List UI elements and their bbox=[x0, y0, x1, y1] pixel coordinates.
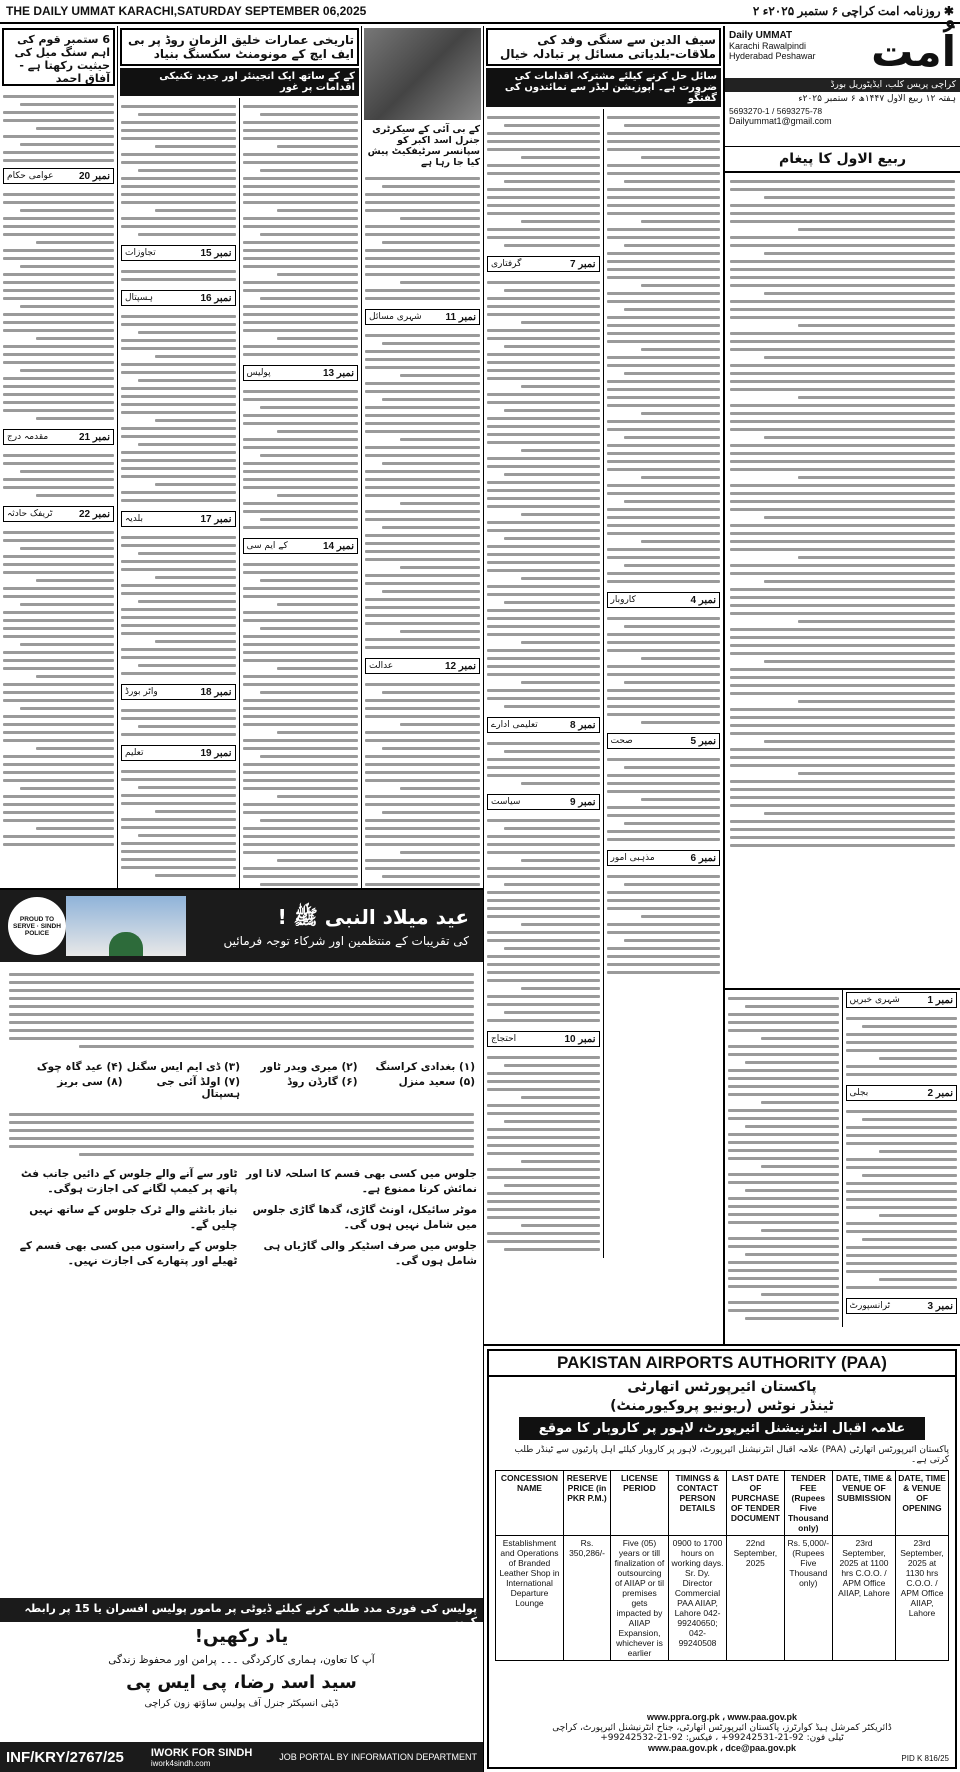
table-header: TENDER FEE (Rupees Five Thousand only) bbox=[784, 1471, 832, 1536]
section-tag: مذہبی امور نمبر 6 bbox=[607, 850, 721, 866]
table-header: LICENSE PERIOD bbox=[611, 1471, 669, 1536]
table-cell: Five (05) years or till finalization of outsourcing of AIIAP or til premises gets impacted by AIIAP Expansion, whichever is earlier bbox=[611, 1536, 669, 1661]
police-help-bar: پولیس کی فوری مدد طلب کرنے کیلئے ڈیوٹی پر مامور پولیس افسران یا 15 پر رابطہ کریں bbox=[0, 1598, 483, 1622]
email: Dailyummat1@gmail.com bbox=[729, 116, 832, 126]
section-tag: بلدیہ نمبر 17 bbox=[121, 511, 236, 527]
section-tag: شہری مسائل نمبر 11 bbox=[365, 309, 480, 325]
footer-site: iwork4sindh.com bbox=[150, 1758, 211, 1768]
rule-item: جلوس کے راستوں میں کسی بھی قسم کے ٹھیلے اور پتھارے کی اجازت نہیں۔ bbox=[19, 1240, 238, 1267]
table-cell: 0900 to 1700 hours on working days. Sr. Dy. Director Commercial PAA AIIAP, Lahore 042-99240650; 042-99240508 bbox=[668, 1536, 726, 1661]
subheadline-saifuddin: سائل حل کرنے کیلئے مشترکہ اقدامات کی ضرورت ہے۔ اپوزیشن لیڈر سے نمائندوں کی گفتگو bbox=[486, 68, 721, 107]
route-item: (۱) بغدادی کراسنگ bbox=[375, 1061, 475, 1073]
route-item: (۶) گارڈن روڈ bbox=[287, 1076, 358, 1088]
police-ad-title: عید میلاد النبی ﷺ ! bbox=[277, 904, 469, 929]
rule-item: ٹاور سے آنے والے جلوس کے دائیں جانب فٹ پاتھ پر کیمپ لگانے کی اجازت ہوگی۔ bbox=[20, 1168, 238, 1195]
table-header: DATE, TIME & VENUE OF SUBMISSION bbox=[832, 1471, 895, 1536]
footer-portal: JOB PORTAL BY INFORMATION DEPARTMENT bbox=[279, 1752, 477, 1762]
route-item: (۸) سی بریز bbox=[57, 1076, 123, 1088]
short-news bbox=[724, 988, 960, 1344]
column-1 bbox=[0, 26, 118, 888]
paa-contact: www.paa.gov.pk ، dce@paa.gov.pk bbox=[647, 1743, 797, 1753]
date-line: ہفتہ ۱۲ ربیع الاول ۱۴۴۷ھ ۶ ستمبر ۲۰۲۵ء bbox=[798, 94, 956, 104]
column-4 bbox=[362, 26, 484, 888]
phones: 5693270-1 / 5693275-78 bbox=[729, 106, 823, 116]
section-tag: کے ایم سی نمبر 14 bbox=[243, 538, 359, 554]
mosque-image bbox=[66, 896, 186, 956]
table-cell: 23rd September, 2025 at 1100 hrs C.O.O. / APM Office AIIAP, Lahore bbox=[832, 1536, 895, 1661]
section-tag: ہسپتال نمبر 16 bbox=[121, 290, 236, 306]
paa-title: PAKISTAN AIRPORTS AUTHORITY (PAA) bbox=[489, 1351, 955, 1377]
logo: اُمت bbox=[871, 27, 956, 76]
police-ad-footer bbox=[0, 1742, 483, 1772]
footer-work: IWORK FOR SINDH bbox=[150, 1746, 253, 1759]
table-header: DATE, TIME & VENUE OF OPENING bbox=[896, 1471, 949, 1536]
editorial bbox=[724, 146, 960, 988]
column-2 bbox=[118, 26, 362, 888]
section-tag: تجاوزات نمبر 15 bbox=[121, 245, 236, 261]
table-header: TIMINGS & CONTACT PERSON DETAILS bbox=[668, 1471, 726, 1536]
table-cell: Rs. 5,000/- (Rupees Five Thousand only) bbox=[784, 1536, 832, 1661]
closing-line: آپ کا تعاون، ہماری کارکردگی ۔۔۔ پرامن اور محفوظ زندگی bbox=[108, 1654, 375, 1666]
route-item: (۲) میری ویدر ٹاور bbox=[260, 1061, 358, 1073]
tender-notice-title: ٹینڈر نوٹس (ریونیو پروکیورمنٹ) bbox=[610, 1398, 834, 1414]
paa-websites: www.ppra.org.pk ، www.paa.gov.pk bbox=[646, 1712, 798, 1722]
paa-advertisement bbox=[484, 1344, 960, 1772]
section-tag: گرفتاری نمبر 7 bbox=[487, 256, 600, 272]
section-tag: مقدمہ درج نمبر 21 bbox=[3, 429, 114, 445]
route-list bbox=[6, 1055, 477, 1106]
table-cell: Rs. 350,286/- bbox=[563, 1536, 610, 1661]
signature: سید اسد رضا، پی ایس پی bbox=[126, 1672, 357, 1693]
tender-table bbox=[495, 1470, 949, 1661]
warning-heading: یاد رکھیں! bbox=[194, 1626, 289, 1647]
route-item: (۷) اولڈ آئی جی ہسپتال bbox=[156, 1076, 240, 1100]
headline-historic: تاریخی عمارات خلیق الزمان روڈ پر بی ایف ایچ کے مونومنٹ سکسنگ بنیاد bbox=[120, 28, 359, 66]
rule-item: نیاز بانٹنے والے ٹرک جلوس کے ساتھ نہیں چلیں گے۔ bbox=[29, 1204, 238, 1231]
header-english: THE DAILY UMMAT KARACHI,SATURDAY SEPTEMBER 06,2025 bbox=[6, 4, 367, 18]
section-tag: تعلیم نمبر 19 bbox=[121, 745, 236, 761]
cities: Karachi Rawalpindi Hyderabad Peshawar bbox=[729, 41, 816, 61]
paa-office: ڈائریکٹر کمرشل ہیڈ کوارٹرز، پاکستان ائیرپورٹس اتھارٹی، جناح انٹرنیشنل ائیرپورٹ، کراچی bbox=[552, 1723, 892, 1733]
rule-item: موٹر سائیکل، اونٹ گاڑی، گدھا گاڑی جلوس میں شامل نہیں ہوں گی۔ bbox=[252, 1204, 477, 1231]
police-advertisement bbox=[0, 888, 484, 1772]
rules-left bbox=[6, 1167, 238, 1275]
section-tag: واٹر بورڈ نمبر 18 bbox=[121, 684, 236, 700]
section-tag: ٹریفک حادثہ نمبر 22 bbox=[3, 506, 114, 522]
route-item: (۴) عید گاہ چوک bbox=[36, 1061, 123, 1073]
latin-title: Daily UMMAT bbox=[729, 30, 793, 41]
table-row bbox=[496, 1536, 949, 1661]
section-tag: تعلیمی ادارے نمبر 8 bbox=[487, 717, 600, 733]
rules-right bbox=[246, 1167, 478, 1275]
route-item: (۳) ڈی ایم ایس سگنل bbox=[126, 1061, 240, 1073]
section-tag: ٹرانسپورٹ نمبر 3 bbox=[846, 1298, 958, 1314]
headline-saifuddin: سیف الدین سے سنگی وفد کی ملاقات-بلدیاتی مسائل پر تبادلہ خیال bbox=[486, 28, 721, 66]
column-5 bbox=[484, 26, 724, 1344]
paa-urdu-title: پاکستان ائیرپورٹس اتھارٹی bbox=[627, 1379, 817, 1395]
sindh-police-emblem-icon: PROUD TO SERVE · SINDH POLICE bbox=[8, 897, 66, 955]
police-ad-subtitle: کی تقریبات کے منتظمین اور شرکاء توجہ فرمائیں bbox=[223, 933, 469, 948]
section-tag: شہری خبریں نمبر 1 bbox=[846, 992, 958, 1008]
section-tag: سیاست نمبر 9 bbox=[487, 794, 600, 810]
table-header: CONCESSION NAME bbox=[496, 1471, 564, 1536]
section-tag: پولیس نمبر 13 bbox=[243, 365, 359, 381]
newspaper-page bbox=[0, 26, 960, 1772]
masthead bbox=[724, 26, 960, 146]
photo-caption: کے بی آئی کے سیکرٹری جنرل اسد اکبر کو سپانسر سرٹیفکیٹ پیش کیا جا رہا ہے bbox=[367, 124, 480, 168]
section-tag: کاروبار نمبر 4 bbox=[607, 592, 721, 608]
section-tag: بجلی نمبر 2 bbox=[846, 1085, 958, 1101]
paa-phones: ٹیلی فون: 92-21-99242531+ ، فیکس: 92-21-99242532+ bbox=[600, 1733, 844, 1743]
news-photo-ceremony bbox=[364, 28, 481, 120]
table-header: LAST DATE OF PURCHASE OF TENDER DOCUMENT bbox=[727, 1471, 784, 1536]
table-cell: 23rd September, 2025 at 1130 hrs C.O.O. / APM Office AIIAP, Lahore bbox=[896, 1536, 949, 1661]
police-ad-header bbox=[0, 890, 483, 962]
section-tag: عوامی حکام نمبر 20 bbox=[3, 168, 114, 184]
rule-item: جلوس میں صرف اسٹیکر والی گاڑیاں ہی شامل ہوں گی۔ bbox=[263, 1240, 477, 1267]
headline-sept6: 6 ستمبر قوم کی اہم سنگ میل کی حیثیت رکھتا ہے - آفاق احمد bbox=[2, 28, 115, 86]
signature-title: ڈپٹی انسپکٹر جنرل آف پولیس ساؤتھ زون کراچی bbox=[144, 1698, 339, 1709]
pid-number: PID K 816/25 bbox=[901, 1754, 949, 1763]
table-header: RESERVE PRICE (in PKR P.M.) bbox=[563, 1471, 610, 1536]
masthead-address: کراچی پریس کلب، ایڈیٹوریل بورڈ bbox=[725, 78, 960, 92]
table-cell: 22nd September, 2025 bbox=[727, 1536, 784, 1661]
table-cell: Establishment and Operations of Branded Leather Shop in International Departure Lounge bbox=[496, 1536, 564, 1661]
section-tag: احتجاج نمبر 10 bbox=[487, 1031, 600, 1047]
section-tag: عدالت نمبر 12 bbox=[365, 658, 480, 674]
opportunity-banner: علامہ اقبال انٹرنیشنل ائیرپورٹ، لاہور پر کاروبار کا موقع bbox=[519, 1417, 925, 1440]
route-item: (۵) سعید منزل bbox=[398, 1076, 475, 1088]
header-strip bbox=[0, 0, 960, 24]
rule-item: جلوس میں کسی بھی قسم کا اسلحہ لانا اور نمائش کرنا ممنوع ہے۔ bbox=[246, 1168, 477, 1195]
section-tag: صحت نمبر 5 bbox=[607, 733, 721, 749]
header-urdu: ✱ روزنامہ امت کراچی ۶ ستمبر ۲۰۲۵ء ۲ bbox=[752, 4, 954, 18]
editorial-title: ربیع الاول کا پیغام bbox=[725, 147, 960, 173]
footer-code: INF/KRY/2767/25 bbox=[6, 1748, 124, 1766]
tender-intro: پاکستان ائیرپورٹس اتھارٹی (PAA) علامہ اقبال انٹرنیشنل ائیرپورٹ، لاہور پر کاروبار کیلئے اہل پارٹیوں سے ٹینڈر طلب کرتی ہے۔ bbox=[514, 1445, 949, 1465]
subheadline-historic: کے کے ساتھ ایک انجینئر اور جدید تکنیکی اقدامات پر غور bbox=[120, 68, 359, 96]
